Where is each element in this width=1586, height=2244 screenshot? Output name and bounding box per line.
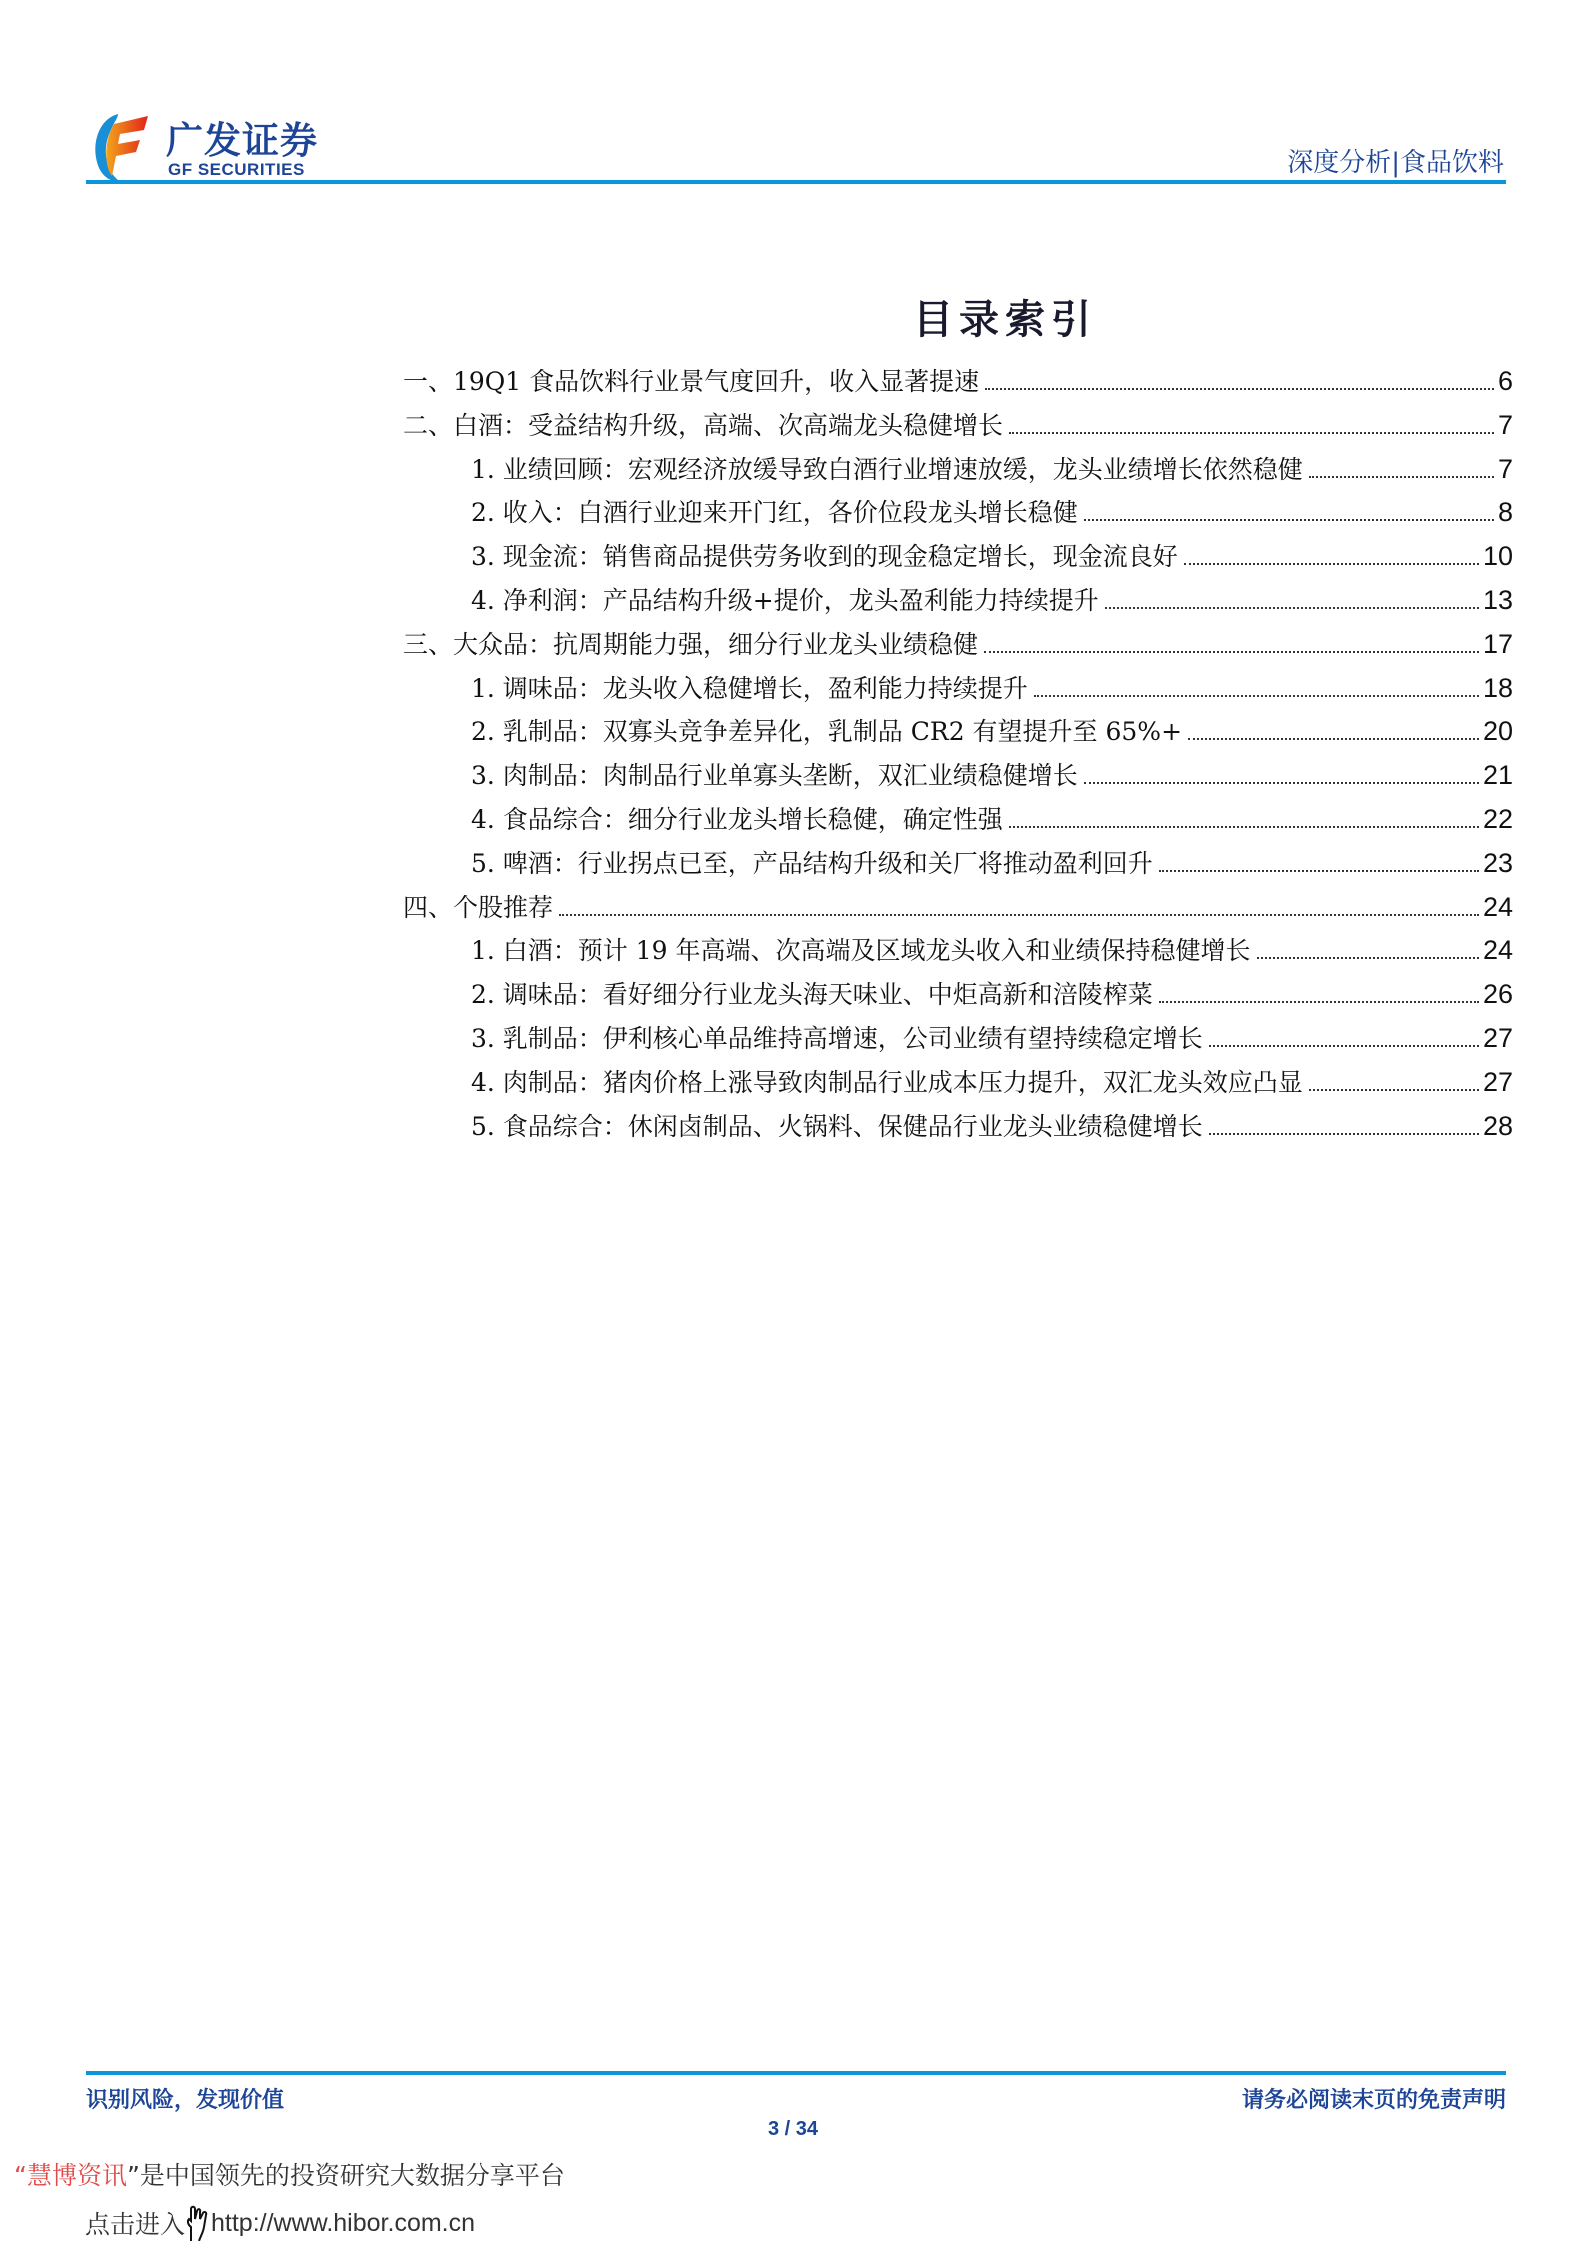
toc-entry[interactable]: [403, 450, 1513, 494]
toc-leader-dots: [1257, 956, 1479, 959]
toc-entry-page: 27: [1482, 1022, 1513, 1053]
toc-entry[interactable]: [403, 844, 1513, 888]
toc-leader-dots: [1009, 431, 1494, 434]
toc-entry-title: 4. 食品综合：细分行业龙头增长稳健，确定性强: [471, 804, 1003, 834]
toc-entry-title: 1. 业绩回顾：宏观经济放缓导致白酒行业增速放缓，龙头业绩增长依然稳健: [471, 454, 1303, 484]
toc-entry[interactable]: [403, 975, 1513, 1019]
quote-open: “: [14, 2161, 27, 2190]
toc-leader-dots: [1309, 1088, 1479, 1091]
toc-entry[interactable]: [403, 581, 1513, 625]
toc-entry-title: 1. 调味品：龙头收入稳健增长，盈利能力持续提升: [471, 673, 1028, 703]
toc-entry[interactable]: [403, 800, 1513, 844]
toc-leader-dots: [1084, 781, 1479, 784]
hand-pointer-icon: [185, 2205, 211, 2241]
footer-divider: [86, 2071, 1506, 2075]
toc-entry-title: 2. 收入：白酒行业迎来开门红，各价位段龙头增长稳健: [471, 498, 1078, 528]
quote-close: ”: [126, 2161, 140, 2190]
toc-entry-page: 23: [1482, 847, 1513, 878]
toc-leader-dots: [1209, 1044, 1479, 1047]
toc-entry[interactable]: [403, 669, 1513, 713]
toc-entry-title: 3. 乳制品：伊利核心单品维持高增速，公司业绩有望持续稳定增长: [471, 1023, 1203, 1053]
gf-securities-logo: [88, 110, 338, 182]
toc-entry-title: 4. 肉制品：猪肉价格上涨导致肉制品行业成本压力提升，双汇龙头效应凸显: [471, 1067, 1303, 1097]
toc-entry-page: 27: [1482, 1066, 1513, 1097]
logo-chinese-text: 广发证券: [166, 119, 318, 162]
toc-entry-page: 13: [1482, 584, 1513, 615]
toc-entry-page: 20: [1482, 716, 1513, 747]
toc-entry[interactable]: [403, 888, 1513, 932]
hibor-brand: 慧博资讯: [26, 2161, 127, 2190]
toc-leader-dots: [984, 650, 1479, 653]
toc-entry-title: 一、19Q1 食品饮料行业景气度回升，收入显著提速: [403, 367, 980, 396]
toc-entry-page: 21: [1482, 760, 1513, 791]
header-divider: [86, 180, 1506, 184]
logo-english-text: GF SECURITIES: [168, 160, 305, 179]
toc-entry-page: 7: [1497, 409, 1513, 440]
toc-entry[interactable]: [403, 406, 1513, 450]
hibor-url-link[interactable]: http://www.hibor.com.cn: [211, 2208, 476, 2237]
toc-leader-dots: [1105, 606, 1479, 609]
toc-entry-page: 7: [1497, 453, 1513, 484]
toc-entry[interactable]: [403, 493, 1513, 537]
toc-leader-dots: [1034, 694, 1479, 697]
toc-leader-dots: [559, 913, 1479, 916]
toc-entry-page: 24: [1482, 891, 1513, 922]
toc-entry-title: 1. 白酒：预计 19 年高端、次高端及区域龙头收入和业绩保持稳健增长: [471, 936, 1251, 966]
toc-entry-title: 2. 乳制品：双寡头竞争差异化，乳制品 CR2 有望提升至 65%+: [471, 717, 1183, 747]
page-number: 3 / 34: [767, 2118, 819, 2140]
toc-leader-dots: [1209, 1132, 1479, 1135]
toc-leader-dots: [1009, 825, 1479, 828]
toc-entry-page: 18: [1482, 672, 1513, 703]
toc-entry[interactable]: [403, 1019, 1513, 1063]
toc-entry-title: 四、个股推荐: [403, 892, 554, 922]
toc-entry-page: 8: [1497, 497, 1513, 528]
toc-entry[interactable]: [403, 537, 1513, 581]
toc-entry[interactable]: [403, 756, 1513, 800]
footer-disclaimer-link[interactable]: 请务必阅读末页的免责声明: [1241, 2088, 1506, 2113]
toc-entry-title: 3. 现金流：销售商品提供劳务收到的现金稳定增长，现金流良好: [471, 542, 1178, 572]
toc-entry-title: 5. 啤酒：行业拐点已至，产品结构升级和关厂将推动盈利回升: [471, 848, 1153, 878]
click-enter-label: 点击进入: [85, 2210, 186, 2239]
toc-entry-title: 4. 净利润：产品结构升级+提价，龙头盈利能力持续提升: [471, 585, 1099, 615]
toc-entry-title: 5. 食品综合：休闲卤制品、火锅料、保健品行业龙头业绩稳健增长: [471, 1111, 1203, 1141]
toc-leader-dots: [1184, 562, 1479, 565]
toc-entry[interactable]: [403, 1107, 1513, 1151]
toc-entry[interactable]: [403, 1063, 1513, 1107]
toc-leader-dots: [1159, 1000, 1479, 1003]
toc-entry-title: 二、白酒：受益结构升级，高端、次高端龙头稳健增长: [403, 410, 1004, 440]
toc-entry[interactable]: [403, 931, 1513, 975]
toc-entry-title: 3. 肉制品：肉制品行业单寡头垄断，双汇业绩稳健增长: [471, 761, 1078, 791]
toc-title: 目录索引: [913, 296, 1097, 343]
tagline-text: 是中国领先的投资研究大数据分享平台: [139, 2161, 565, 2190]
hibor-link-line[interactable]: [85, 2205, 475, 2241]
toc-entry[interactable]: [403, 362, 1513, 406]
toc-leader-dots: [1309, 475, 1494, 478]
toc-entry-page: 6: [1497, 366, 1513, 396]
table-of-contents: [403, 362, 1513, 1150]
footer-slogan: 识别风险，发现价值: [86, 2088, 285, 2113]
hibor-tagline: [14, 2156, 565, 2192]
toc-entry-title: 三、大众品：抗周期能力强，细分行业龙头业绩稳健: [403, 629, 979, 659]
toc-entry-title: 2. 调味品：看好细分行业龙头海天味业、中炬高新和涪陵榨菜: [471, 980, 1153, 1010]
toc-leader-dots: [1084, 518, 1494, 521]
report-category: 深度分析|食品饮料: [1287, 148, 1504, 178]
toc-entry-page: 22: [1482, 803, 1513, 834]
gf-logo-mark-icon: [88, 110, 150, 182]
toc-entry-page: 17: [1482, 628, 1513, 659]
toc-entry-page: 26: [1482, 979, 1513, 1010]
toc-entry-page: 28: [1482, 1110, 1513, 1141]
toc-entry[interactable]: [403, 712, 1513, 756]
toc-leader-dots: [1188, 737, 1479, 740]
toc-entry-page: 24: [1482, 935, 1513, 966]
toc-leader-dots: [985, 387, 1494, 390]
toc-entry[interactable]: [403, 625, 1513, 669]
toc-entry-page: 10: [1482, 541, 1513, 572]
toc-leader-dots: [1159, 869, 1479, 872]
